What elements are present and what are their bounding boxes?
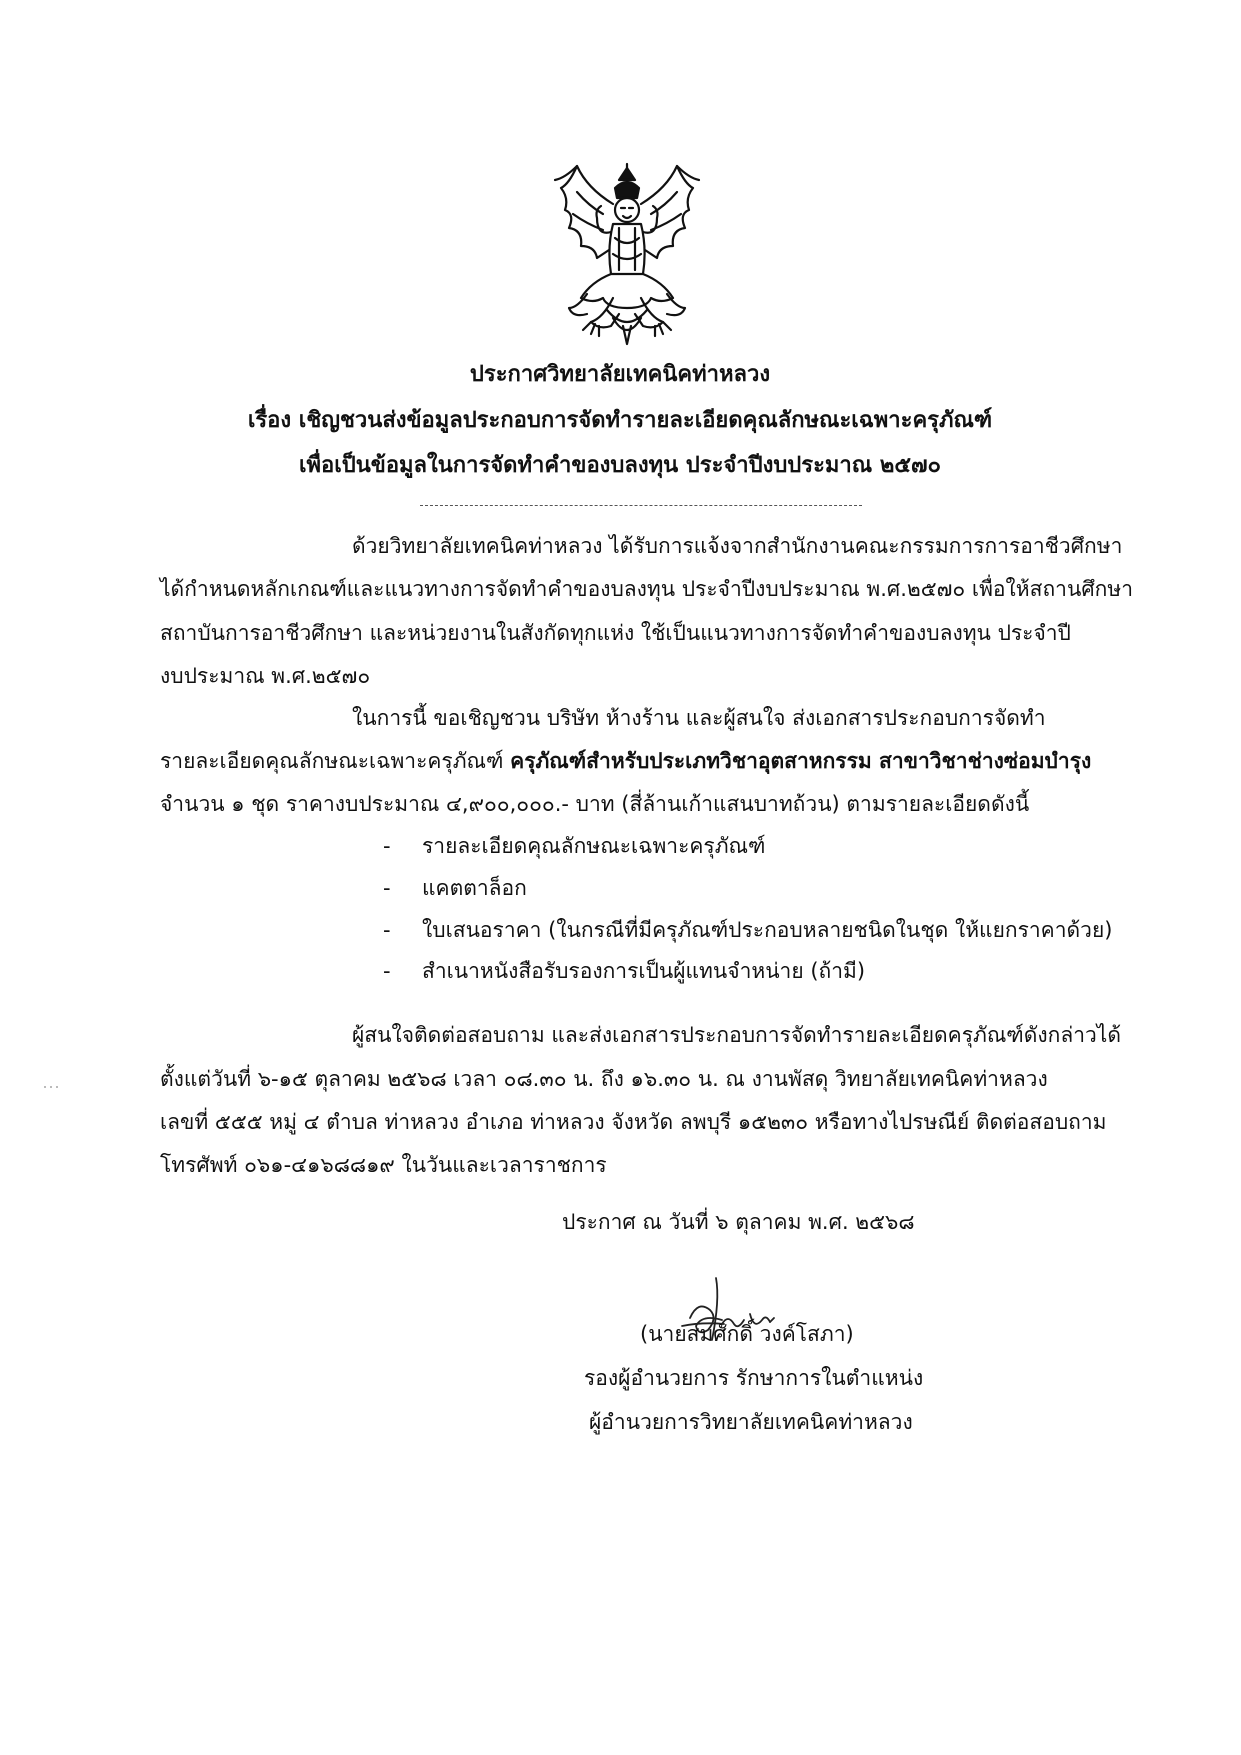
list-marker: - xyxy=(383,876,391,900)
list-item: ใบเสนอราคา (ในกรณีที่มีครุภัณฑ์ประกอบหลายชนิดในชุด ให้แยกราคาด้วย) xyxy=(422,918,1113,942)
equipment-name: ครุภัณฑ์สำหรับประเภทวิชาอุตสาหกรรม สาขาวิชาช่างซ่อมบำรุง xyxy=(510,749,1092,773)
signer-name: (นายสมศักดิ์ วงค์โสภา) xyxy=(640,1322,854,1346)
divider xyxy=(420,505,862,506)
announcement-subject: เรื่อง เชิญชวนส่งข้อมูลประกอบการจัดทำรายละเอียดคุณลักษณะเฉพาะครุภัณฑ์ xyxy=(247,408,993,433)
list-marker: - xyxy=(383,834,391,858)
paragraph-1-line-2: ได้กำหนดหลักเกณฑ์และแนวทางการจัดทำคำของบลงทุน ประจำปีงบประมาณ พ.ศ.๒๕๗๐ เพื่อให้สถานศึกษา xyxy=(160,577,1133,601)
list-item: แคตตาล็อก xyxy=(422,876,527,900)
paragraph-2-text: รายละเอียดคุณลักษณะเฉพาะครุภัณฑ์ xyxy=(160,749,511,773)
announcement-date: ประกาศ ณ วันที่ ๖ ตุลาคม พ.ศ. ๒๕๖๘ xyxy=(562,1210,915,1234)
paragraph-2-line-1: ในการนี้ ขอเชิญชวน บริษัท ห้างร้าน และผู้สนใจ ส่งเอกสารประกอบการจัดทำ xyxy=(352,706,1046,730)
margin-dots xyxy=(44,1073,66,1075)
announcement-title: ประกาศวิทยาลัยเทคนิคท่าหลวง xyxy=(469,362,771,387)
garuda-emblem-icon xyxy=(547,158,707,346)
paragraph-1-line-4: งบประมาณ พ.ศ.๒๕๗๐ xyxy=(160,664,371,688)
paragraph-3-line-2: ตั้งแต่วันที่ ๖-๑๕ ตุลาคม ๒๕๖๘ เวลา ๐๘.๓๐ น. ถึง ๑๖.๓๐ น. ณ งานพัสดุ วิทยาลัยเทคนิคท่าหลวง xyxy=(160,1067,1048,1091)
paragraph-1-line-1: ด้วยวิทยาลัยเทคนิคท่าหลวง ได้รับการแจ้งจากสำนักงานคณะกรรมการการอาชีวศึกษา xyxy=(352,534,1123,558)
list-item: รายละเอียดคุณลักษณะเฉพาะครุภัณฑ์ xyxy=(422,834,766,858)
paragraph-3-line-3: เลขที่ ๕๕๕ หมู่ ๔ ตำบล ท่าหลวง อำเภอ ท่าหลวง จังหวัด ลพบุรี ๑๕๒๓๐ หรือทางไปรษณีย์ ติดต่อสอบถาม xyxy=(160,1110,1107,1134)
paragraph-3-line-1: ผู้สนใจติดต่อสอบถาม และส่งเอกสารประกอบการจัดทำรายละเอียดครุภัณฑ์ดังกล่าวได้ xyxy=(352,1023,1122,1047)
paragraph-2-line-2 xyxy=(160,746,1091,776)
paragraph-1-line-3: สถาบันการอาชีวศึกษา และหน่วยงานในสังกัดทุกแห่ง ใช้เป็นแนวทางการจัดทำคำของบลงทุน ประจำปี xyxy=(160,621,1071,645)
list-marker: - xyxy=(383,959,391,983)
signer-position-2: ผู้อำนวยการวิทยาลัยเทคนิคท่าหลวง xyxy=(589,1410,913,1434)
signer-position-1: รองผู้อำนวยการ รักษาการในตำแหน่ง xyxy=(584,1366,924,1390)
list-marker: - xyxy=(383,918,391,942)
paragraph-3-line-4: โทรศัพท์ ๐๖๑-๔๑๖๘๘๑๙ ในวันและเวลาราชการ xyxy=(160,1153,607,1177)
list-item: สำเนาหนังสือรับรองการเป็นผู้แทนจำหน่าย (ถ้ามี) xyxy=(422,959,866,983)
paragraph-2-line-3: จำนวน ๑ ชุด ราคางบประมาณ ๔,๙๐๐,๐๐๐.- บาท (สี่ล้านเก้าแสนบาทถ้วน) ตามรายละเอียดดังนี้ xyxy=(160,792,1030,816)
announcement-subtitle: เพื่อเป็นข้อมูลในการจัดทำคำของบลงทุน ประจำปีงบประมาณ ๒๕๗๐ xyxy=(299,453,941,478)
